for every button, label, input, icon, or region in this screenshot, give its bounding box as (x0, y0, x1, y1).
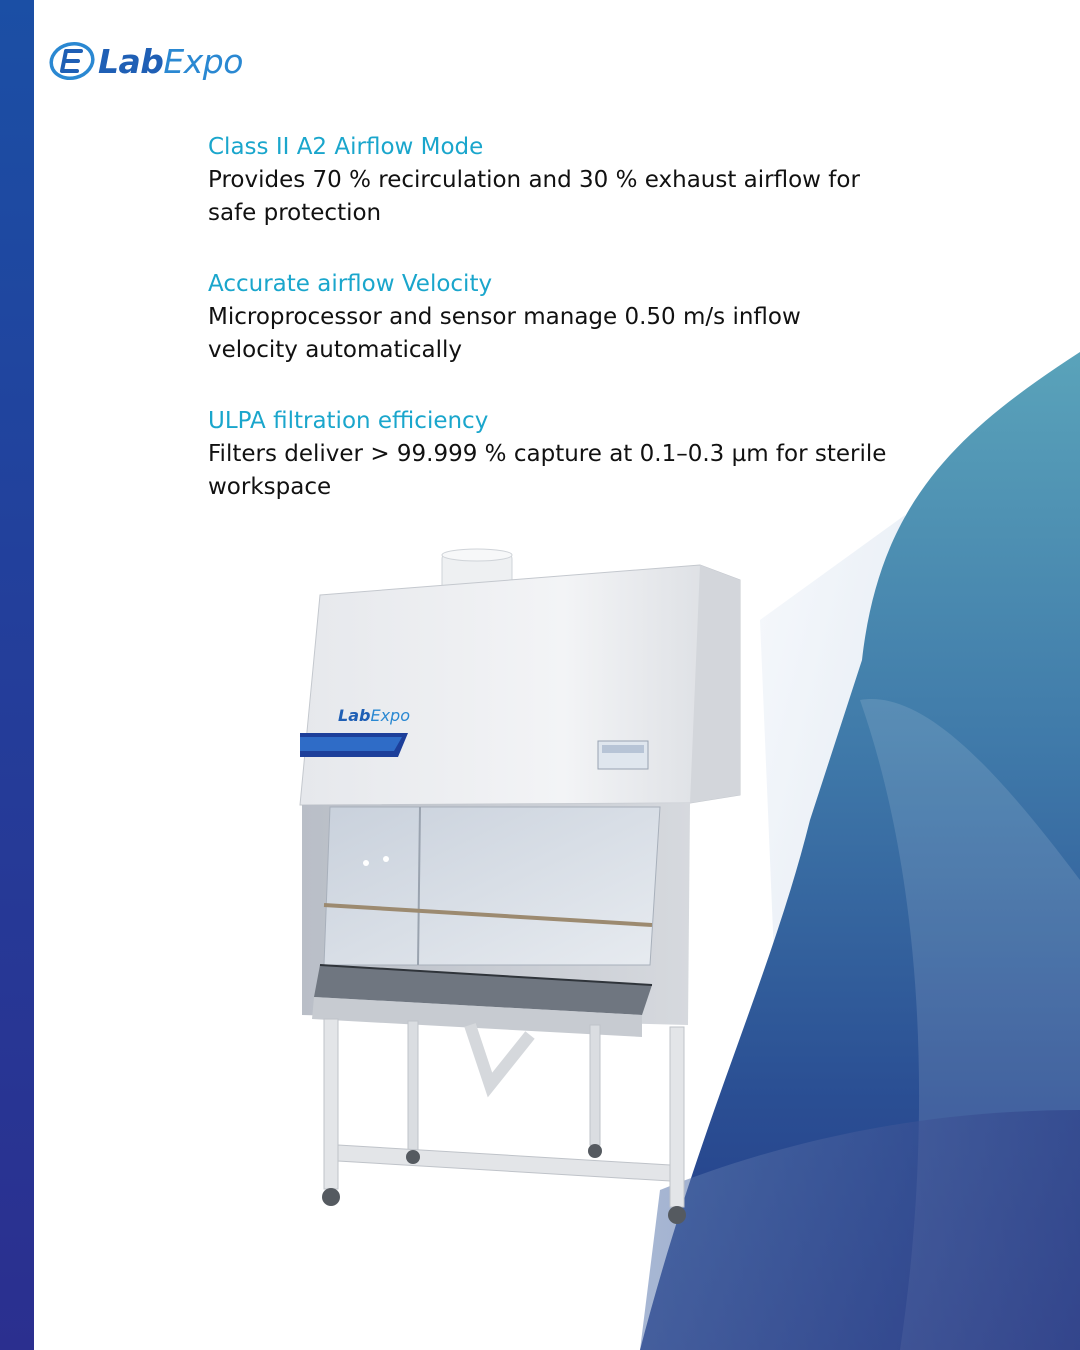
feature-item (208, 404, 888, 504)
feature-list (208, 130, 888, 541)
feature-title: ULPA filtration efficiency (208, 408, 489, 434)
feature-title: Accurate airflow Velocity (208, 271, 493, 297)
brand-name (98, 42, 243, 81)
lab-expo-logo-icon (48, 40, 96, 82)
biosafety-cabinet-image (290, 545, 760, 1235)
feature-title: Class II A2 Airflow Mode (208, 134, 484, 160)
feature-item (208, 267, 888, 367)
feature-description: Microprocessor and sensor manage 0.50 m/s inflow velocity automatically (208, 304, 801, 363)
feature-description: Provides 70 % recirculation and 30 % exhaust airflow for safe protection (208, 167, 860, 226)
feature-item (208, 130, 888, 230)
brand-name-prefix: Lab (98, 41, 164, 81)
brand-name-suffix: Expo (163, 41, 243, 81)
feature-description: Filters deliver > 99.999 % capture at 0.1–0.3 µm for sterile workspace (208, 441, 887, 500)
cabinet-brand-label: LabExpo (338, 706, 410, 725)
brand-logo (48, 38, 243, 84)
